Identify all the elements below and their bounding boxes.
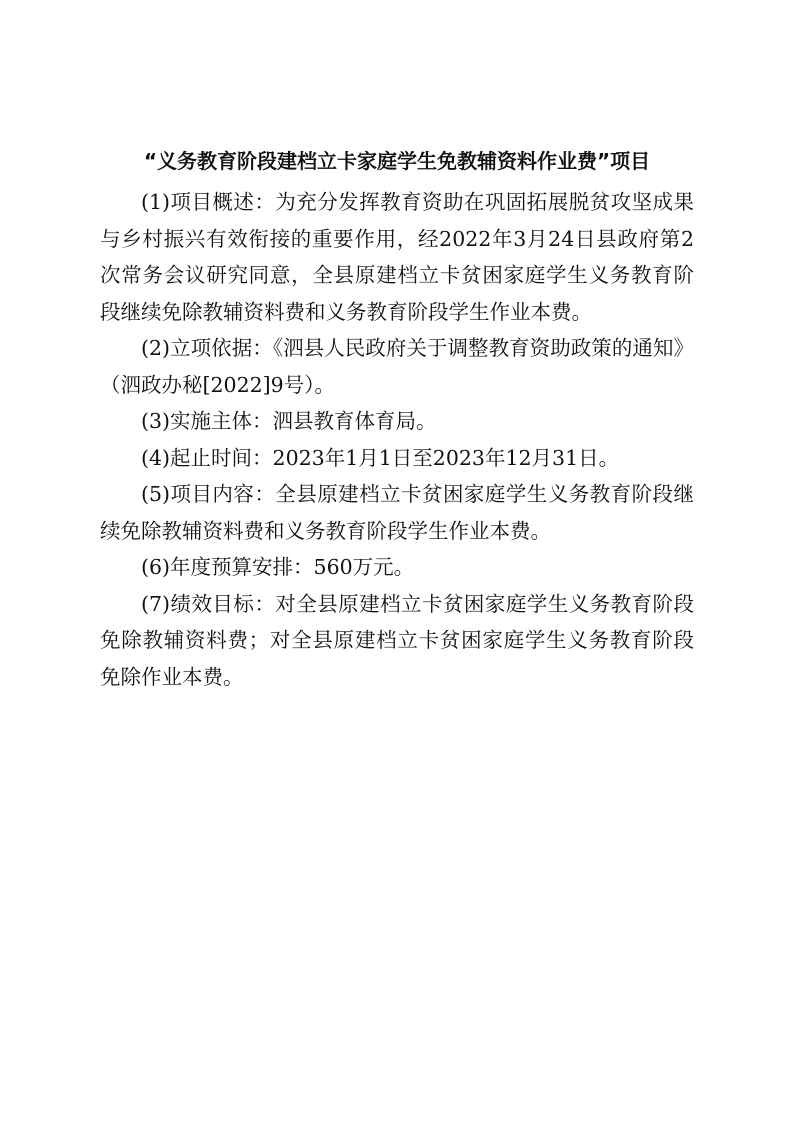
paragraph-period: (4)起止时间：2023年1月1日至2023年12月31日。 <box>141 445 620 470</box>
paragraph-overview: (1)项目概述：为充分发挥教育资助在巩固拓展脱贫攻坚成果与乡村振兴有效衔接的重要作用，经2022年3月24日县政府第2次常务会议研究同意，全县原建档立卡贫困家庭学生义务教育阶段继续免除教辅资料费和义务教育阶段学生作业本费。 <box>100 190 694 324</box>
document-body <box>100 184 694 695</box>
paragraph-budget: (6)年度预算安排：560万元。 <box>141 555 415 579</box>
paragraph-basis: (2)立项依据：《泗县人民政府关于调整教育资助政策的通知》（泗政办秘[2022]9号）。 <box>100 336 694 397</box>
paragraph-goals: (7)绩效目标：对全县原建档立卡贫困家庭学生义务教育阶段免除教辅资料费；对全县原建档立卡贫困家庭学生义务教育阶段免除作业本费。 <box>100 591 694 689</box>
document-title: “义务教育阶段建档立卡家庭学生免教辅资料作业费”项目 <box>143 149 651 173</box>
paragraph-implementer: (3)实施主体：泗县教育体育局。 <box>141 409 437 433</box>
paragraph-content: (5)项目内容：全县原建档立卡贫困家庭学生义务教育阶段继续免除教辅资料费和义务教育阶段学生作业本费。 <box>100 482 694 543</box>
